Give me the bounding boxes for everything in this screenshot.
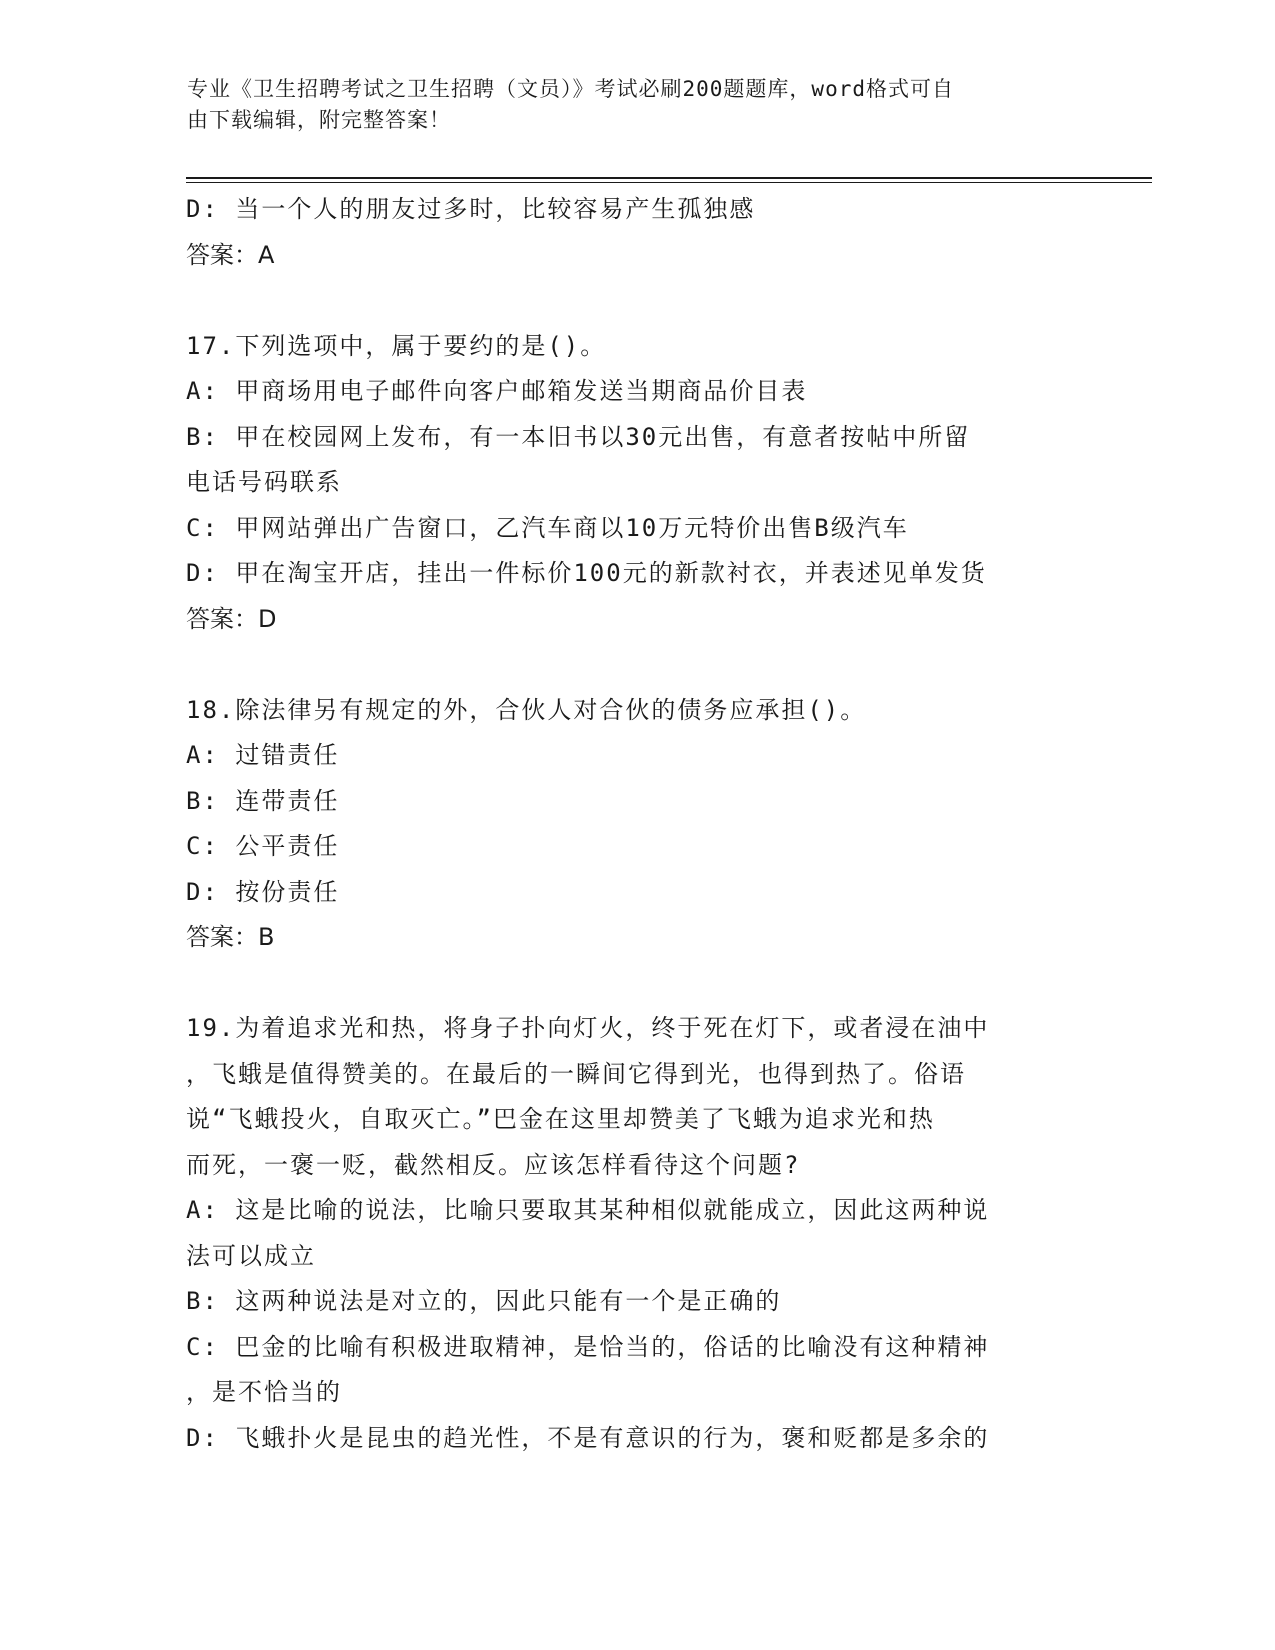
document-body: [186, 187, 1076, 1461]
question-stem: 18.除法律另有规定的外，合伙人对合伙的债务应承担()。: [186, 695, 867, 724]
spacer: [186, 961, 1076, 1007]
header-divider-thin: [186, 182, 1152, 183]
question-17: [186, 324, 1076, 643]
option-c: C: 甲网站弹出广告窗口，乙汽车商以10万元特价出售B级汽车: [186, 513, 909, 542]
option-d: D: 按份责任: [186, 877, 340, 906]
question-stem-continued: ，飞蛾是值得赞美的。在最后的一瞬间它得到光，也得到热了。俗语: [186, 1059, 966, 1088]
header-divider-thick: [186, 177, 1152, 179]
option-d: D: 飞蛾扑火是昆虫的趋光性，不是有意识的行为，褒和贬都是多余的: [186, 1423, 990, 1452]
option-a: A: 甲商场用电子邮件向客户邮箱发送当期商品价目表: [186, 377, 808, 405]
spacer: [186, 642, 1076, 688]
option-b: B: 这两种说法是对立的，因此只能有一个是正确的: [186, 1287, 782, 1315]
prev-question-answer: 答案：A: [186, 240, 275, 269]
page-header: [187, 74, 1067, 136]
answer: 答案：D: [186, 604, 277, 633]
option-a-continued: 法可以成立: [186, 1241, 316, 1270]
spacer: [186, 278, 1076, 324]
question-stem: 19.为着追求光和热，将身子扑向灯火，终于死在灯下，或者浸在油中: [186, 1014, 990, 1042]
option-b-continued: 电话号码联系: [186, 468, 342, 496]
option-a: A: 这是比喻的说法，比喻只要取其某种相似就能成立，因此这两种说: [186, 1196, 990, 1224]
option-d: D: 甲在淘宝开店，挂出一件标价100元的新款衬衣，并表述见单发货: [186, 559, 987, 587]
header-line-2: 由下载编辑，附完整答案！: [187, 108, 451, 132]
question-19: [186, 1006, 1076, 1461]
header-line-1: 专业《卫生招聘考试之卫生招聘（文员）》考试必刷200题题库，word格式可自: [187, 77, 954, 101]
option-b: B: 连带责任: [186, 786, 340, 815]
question-18: [186, 688, 1076, 961]
question-stem-continued: 说“飞蛾投火，自取灭亡。”巴金在这里却赞美了飞蛾为追求光和热: [186, 1105, 935, 1133]
question-stem-continued: 而死，一褒一贬，截然相反。应该怎样看待这个问题?: [186, 1150, 801, 1179]
option-c-continued: ，是不恰当的: [186, 1378, 342, 1406]
option-c: C: 巴金的比喻有积极进取精神，是恰当的，俗话的比喻没有这种精神: [186, 1332, 990, 1361]
option-a: A: 过错责任: [186, 741, 340, 769]
option-c: C: 公平责任: [186, 832, 340, 860]
option-b: B: 甲在校园网上发布，有一本旧书以30元出售，有意者按帖中所留: [186, 422, 971, 451]
answer: 答案：B: [186, 923, 275, 951]
prev-question-option-d: D: 当一个人的朋友过多时，比较容易产生孤独感: [186, 195, 756, 223]
question-stem: 17.下列选项中，属于要约的是()。: [186, 331, 607, 360]
